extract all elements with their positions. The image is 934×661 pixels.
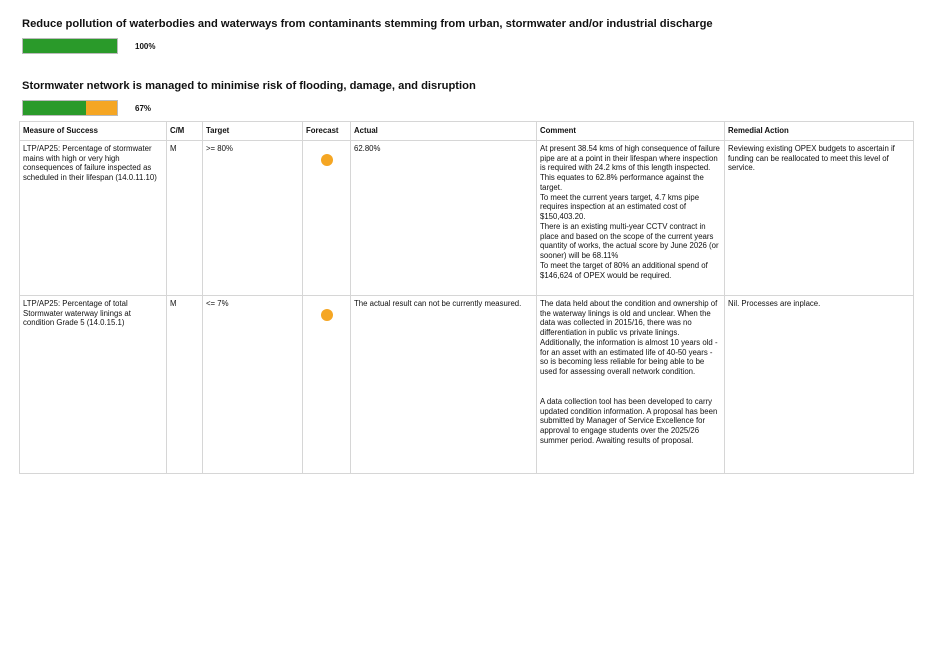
table-row <box>20 141 914 296</box>
progress-fill-on-track <box>23 39 117 53</box>
table-header-row <box>20 122 914 141</box>
header-forecast: Forecast <box>303 122 351 141</box>
comment-paragraph: There is an existing multi-year CCTV contract in place and based on the scope of the current years quantity of works, the actual score by June 2026 (or sooner) will be 68.11% <box>540 221 719 261</box>
progress-fill-on-track <box>23 101 86 115</box>
progress-pollution <box>22 38 155 54</box>
cell-measure: LTP/AP25: Percentage of stormwater mains with high or very high consequences of failure inspected as scheduled in their lifespan (14.0.11.10) <box>20 141 167 296</box>
progress-fill-at-risk <box>86 101 117 115</box>
comment-paragraph: To meet the target of 80% an additional spend of $146,624 of OPEX would be required. <box>540 260 708 280</box>
cell-actual: The actual result can not be currently measured. <box>351 296 537 474</box>
progress-bar <box>22 100 118 116</box>
progress-stormwater <box>22 100 151 116</box>
cell-target: <= 7% <box>203 296 303 474</box>
header-comment: Comment <box>537 122 725 141</box>
progress-percent: 67% <box>135 103 152 113</box>
cell-measure: LTP/AP25: Percentage of total Stormwater waterway linings at condition Grade 5 (14.0.15.1) <box>20 296 167 474</box>
cell-target: >= 80% <box>203 141 303 296</box>
cell-forecast <box>303 141 351 296</box>
cell-cm: M <box>167 296 203 474</box>
header-measure: Measure of Success <box>20 122 167 141</box>
forecast-status-icon <box>321 154 333 166</box>
comment-paragraph: To meet the current years target, 4.7 kms pipe requires inspection at an estimated cost of $150,403.20. <box>540 192 700 222</box>
comment-paragraph: The data held about the condition and ownership of the waterway linings is old and unclear. When the data was collected in 2015/16, there was no differentiation in public vs private linings. Additionally, the information is almost 10 years old - for an asset with an estimated life of 40-50 years - so is becoming less reliable for being able to be used for assessing overall network condition. <box>540 299 718 377</box>
cell-remedial: Nil. Processes are inplace. <box>725 296 914 474</box>
cell-forecast <box>303 296 351 474</box>
header-actual: Actual <box>351 122 537 141</box>
header-cm: C/M <box>167 122 203 141</box>
measures-table <box>19 121 914 474</box>
cell-cm: M <box>167 141 203 296</box>
comment-paragraph: A data collection tool has been developed to carry updated condition information. A proposal has been submitted by Manager of Service Excellence for approval to engage students over the 2025/26 summer period. Awaiting results of proposal. <box>540 396 718 445</box>
header-remedial: Remedial Action <box>725 122 914 141</box>
cell-comment <box>537 141 725 296</box>
section-title-stormwater: Stormwater network is managed to minimise risk of flooding, damage, and disruption <box>22 80 476 92</box>
table-row <box>20 296 914 474</box>
cell-comment <box>537 296 725 474</box>
header-target: Target <box>203 122 303 141</box>
forecast-status-icon <box>321 309 333 321</box>
comment-paragraph: At present 38.54 kms of high consequence of failure pipe are at a point in their lifespan where inspection is required with 24.2 kms of this length inspected. This equates to 62.8% performance against the target. <box>540 144 720 192</box>
cell-actual: 62.80% <box>351 141 537 296</box>
section-title-pollution: Reduce pollution of waterbodies and waterways from contaminants stemming from urban, stormwater and/or industrial discharge <box>22 18 713 30</box>
progress-percent: 100% <box>135 41 156 51</box>
cell-remedial: Reviewing existing OPEX budgets to ascertain if funding can be reallocated to meet this level of service. <box>725 141 914 296</box>
comment-spacer <box>540 377 721 397</box>
progress-bar <box>22 38 118 54</box>
